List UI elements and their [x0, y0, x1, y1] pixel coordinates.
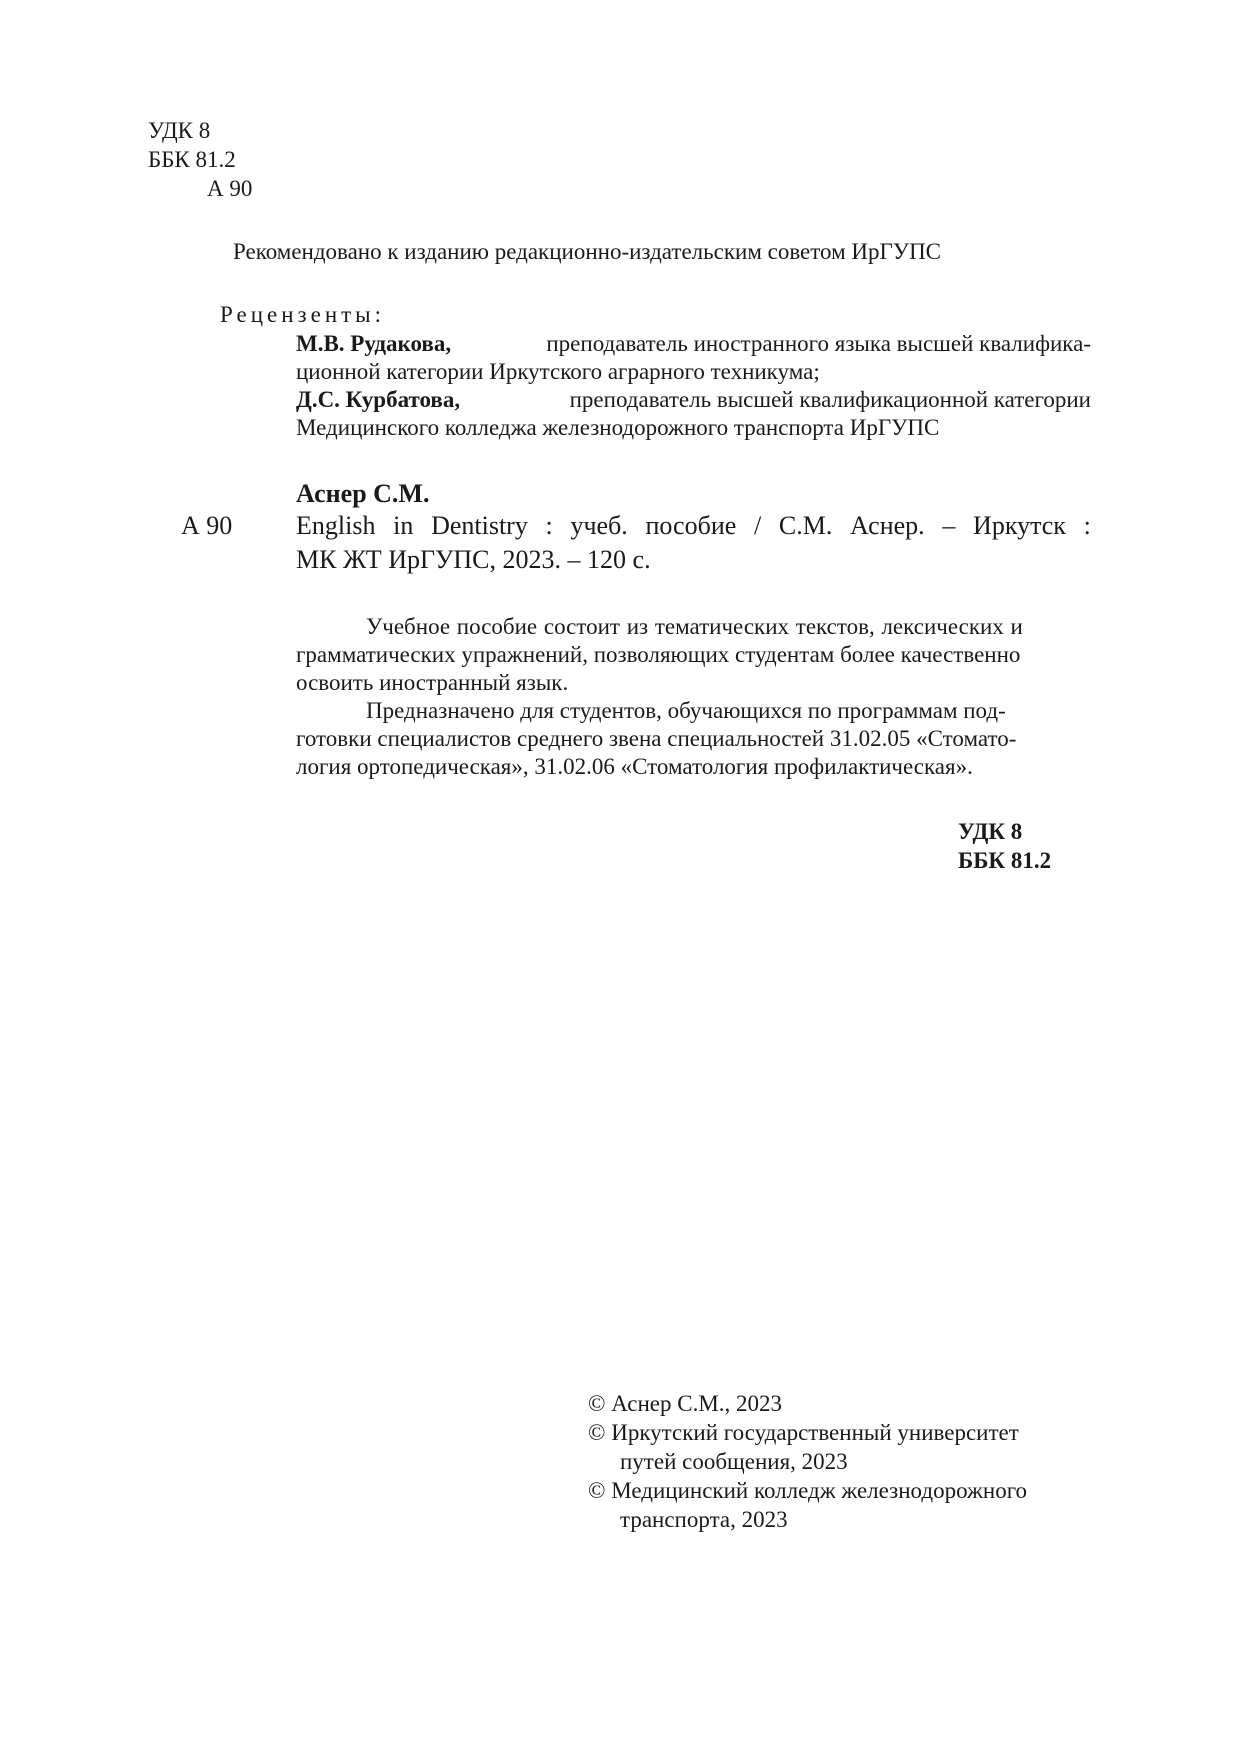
reviewer-1-name: М.В. Рудакова,	[296, 331, 452, 356]
copyright-line-3: путей сообщения, 2023	[620, 1449, 848, 1474]
copyright-line-5: транспорта, 2023	[620, 1507, 788, 1532]
reviewer-2-line-1	[296, 386, 1091, 414]
reviewer-2-line-2: Медицинского колледжа железнодорожного транспорта ИрГУПС	[296, 415, 940, 440]
annotation	[296, 613, 1091, 781]
annotation-p1-line-3: освоить иностранный язык.	[296, 670, 569, 695]
udk-code-bold: УДК 8	[958, 819, 1023, 844]
reviewer-1-desc: преподаватель иностранного языка высшей квалифика-	[546, 331, 1091, 356]
copyright-line-4: © Медицинский колледж железнодорожного	[588, 1478, 1028, 1503]
copyright-line-1: © Аснер С.М., 2023	[588, 1391, 783, 1416]
copyright-line-2: © Иркутский государственный университет	[588, 1420, 1019, 1445]
reviewers-heading: Рецензенты:	[220, 302, 386, 327]
udk-code: УДК 8	[148, 118, 211, 143]
bbk-code-bold: ББК 81.2	[958, 848, 1052, 873]
bib-line-2: МК ЖТ ИрГУПС, 2023. – 120 с.	[296, 545, 651, 574]
annotation-p2-line-1: Предназначено для студентов, обучающихся по программам под-	[366, 698, 1006, 723]
reviewer-1-line-1	[296, 330, 1091, 358]
annotation-p2-line-2: готовки специалистов среднего звена специальностей 31.02.05 «Стомато-	[296, 726, 1017, 751]
recommendation-text: Рекомендовано к изданию редакционно-издательским советом ИрГУПС	[233, 239, 942, 264]
reviewer-2-desc: преподаватель высшей квалификационной категории	[569, 387, 1091, 412]
bib-line-1: English in Dentistry : учеб. пособие / С.М. Аснер. – Иркутск :	[296, 511, 1091, 540]
reviewer-2-name: Д.С. Курбатова,	[296, 387, 461, 412]
bib-author: Аснер С.М.	[296, 479, 430, 508]
bib-author-mark: А 90	[181, 511, 233, 540]
annotation-p1-line-2: грамматических упражнений, позволяющих студентам более качественно	[296, 642, 1021, 667]
reviewer-1-line-2: ционной категории Иркутского аграрного техникума;	[296, 359, 820, 384]
annotation-p2-line-3: логия ортопедическая», 31.02.06 «Стоматология профилактическая».	[296, 754, 973, 779]
author-mark-code: А 90	[207, 176, 253, 201]
bbk-code: ББК 81.2	[148, 147, 236, 172]
annotation-p1-line-1: Учебное пособие состоит из тематических текстов, лексических и	[366, 614, 1023, 639]
bib-record	[296, 509, 1091, 577]
reviewers-list	[296, 330, 1091, 442]
